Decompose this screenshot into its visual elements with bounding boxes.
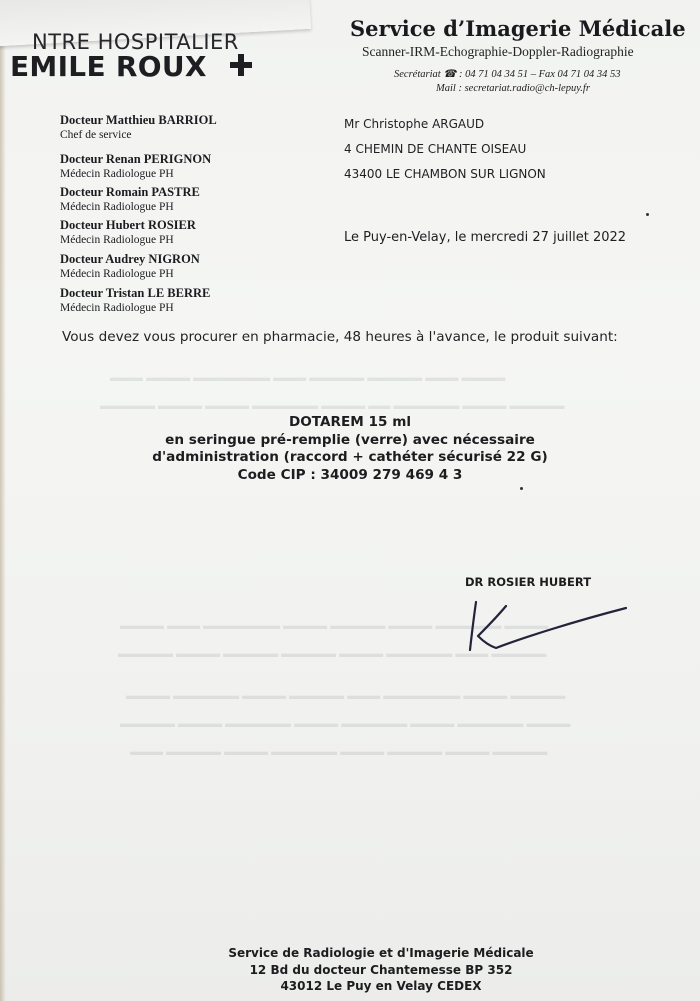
page-edge-shadow xyxy=(0,0,6,1001)
doctor-name: Docteur Audrey NIGRON xyxy=(60,252,200,266)
doctor-entry xyxy=(60,113,217,141)
show-through-text: ▬▬▬▬▬ ▬▬▬▬ ▬▬▬▬▬▬▬ ▬▬▬ ▬▬▬▬▬ ▬▬▬▬ ▬▬▬▬▬▬ ▬▬▬▬ xyxy=(126,690,566,702)
show-through-text: ▬▬▬▬ ▬▬▬▬▬▬ ▬▬▬▬ ▬▬▬▬▬ ▬▬▬▬ ▬▬▬▬▬▬▬ ▬▬▬ ▬▬▬▬ xyxy=(120,620,549,632)
signature-image xyxy=(462,596,632,658)
cross-icon xyxy=(228,50,254,78)
recipient-name: Mr Christophe ARGAUD xyxy=(344,117,485,131)
footer-line-1: Service de Radiologie et d'Imagerie Médicale xyxy=(228,946,534,960)
doctor-entry xyxy=(60,218,196,246)
doctor-name: Docteur Hubert ROSIER xyxy=(60,218,196,232)
product-block xyxy=(0,414,700,484)
product-description-2: d'administration (raccord + cathéter sécurisé 22 G) xyxy=(152,449,548,465)
speck xyxy=(646,213,649,216)
doctor-name: Docteur Matthieu BARRIOL xyxy=(60,113,217,127)
secretariat-mail: Mail : secretariat.radio@ch-lepuy.fr xyxy=(436,83,590,94)
doctor-name: Docteur Romain PASTRE xyxy=(60,185,200,199)
doctor-entry xyxy=(60,152,211,180)
show-through-text: ▬▬▬▬ ▬▬▬ ▬▬▬▬▬ ▬▬▬▬▬ ▬▬▬ ▬▬▬▬▬▬▬ ▬▬▬▬ ▬▬▬ xyxy=(110,372,506,384)
doctor-entry xyxy=(60,185,200,213)
speck xyxy=(520,487,523,490)
doctor-entry xyxy=(60,252,200,280)
doctor-name: Docteur Renan PERIGNON xyxy=(60,152,212,166)
doctor-entry xyxy=(60,286,210,314)
footer-line-2: 12 Bd du docteur Chantemesse BP 352 xyxy=(249,962,513,977)
doctor-name: Docteur Tristan LE BERRE xyxy=(60,286,211,300)
signer-name: DR ROSIER HUBERT xyxy=(465,575,592,589)
product-code: Code CIP : 34009 279 469 4 3 xyxy=(237,466,463,483)
footer-address xyxy=(0,945,700,995)
service-subtitle: Scanner-IRM-Echographie-Doppler-Radiographie xyxy=(362,44,634,59)
product-name: DOTAREM 15 ml xyxy=(288,414,412,430)
letter-date: Le Puy-en-Velay, le mercredi 27 juillet 2022 xyxy=(344,230,627,245)
footer-line-3: 43012 Le Puy en Velay CEDEX xyxy=(280,979,482,993)
doctor-role: Médecin Radiologue PH xyxy=(60,268,174,280)
doctor-role: Médecin Radiologue PH xyxy=(60,302,174,314)
secretariat-phone: Secrétariat ☎ : 04 71 04 34 51 – Fax 04 71 04 34 53 xyxy=(394,69,621,80)
doctor-role: Chef de service xyxy=(60,129,132,141)
logo-line-1: NTRE HOSPITALIER xyxy=(32,30,239,54)
service-title: Service d’Imagerie Médicale xyxy=(350,16,686,41)
instruction-text: Vous devez vous procurer en pharmacie, 48 heures à l'avance, le produit suivant: xyxy=(62,329,618,345)
show-through-text: ▬▬▬▬▬ ▬▬▬▬ ▬▬▬▬▬▬ ▬▬ ▬▬▬▬ ▬▬▬▬▬▬ ▬▬▬▬ ▬▬▬▬ ▬▬▬▬▬ xyxy=(100,400,565,412)
logo-line-2: EMILE ROUX xyxy=(10,50,207,83)
show-through-text: ▬▬▬▬ ▬▬▬▬▬▬ ▬▬▬▬ ▬▬▬▬▬▬ ▬▬▬▬ ▬▬▬▬▬▬ ▬▬▬▬ ▬▬▬▬▬ xyxy=(120,718,571,730)
doctor-role: Médecin Radiologue PH xyxy=(60,201,174,213)
recipient-city: 43400 LE CHAMBON SUR LIGNON xyxy=(344,167,546,181)
product-description-1: en seringue pré-remplie (verre) avec nécessaire xyxy=(165,431,535,448)
doctor-role: Médecin Radiologue PH xyxy=(60,168,174,180)
show-through-text: ▬▬▬▬▬ ▬▬▬ ▬▬▬▬▬▬ ▬▬▬▬ ▬▬▬▬▬ ▬▬▬▬▬ ▬▬▬▬ ▬▬▬▬▬ xyxy=(118,648,547,660)
doctor-role: Médecin Radiologue PH xyxy=(60,234,174,246)
recipient-street: 4 CHEMIN DE CHANTE OISEAU xyxy=(344,142,527,156)
show-through-text: ▬▬▬▬▬ ▬▬▬▬ ▬▬▬▬▬ ▬▬▬▬ ▬▬▬▬▬▬ ▬▬▬▬ ▬▬▬▬▬ ▬▬▬ xyxy=(130,746,548,758)
